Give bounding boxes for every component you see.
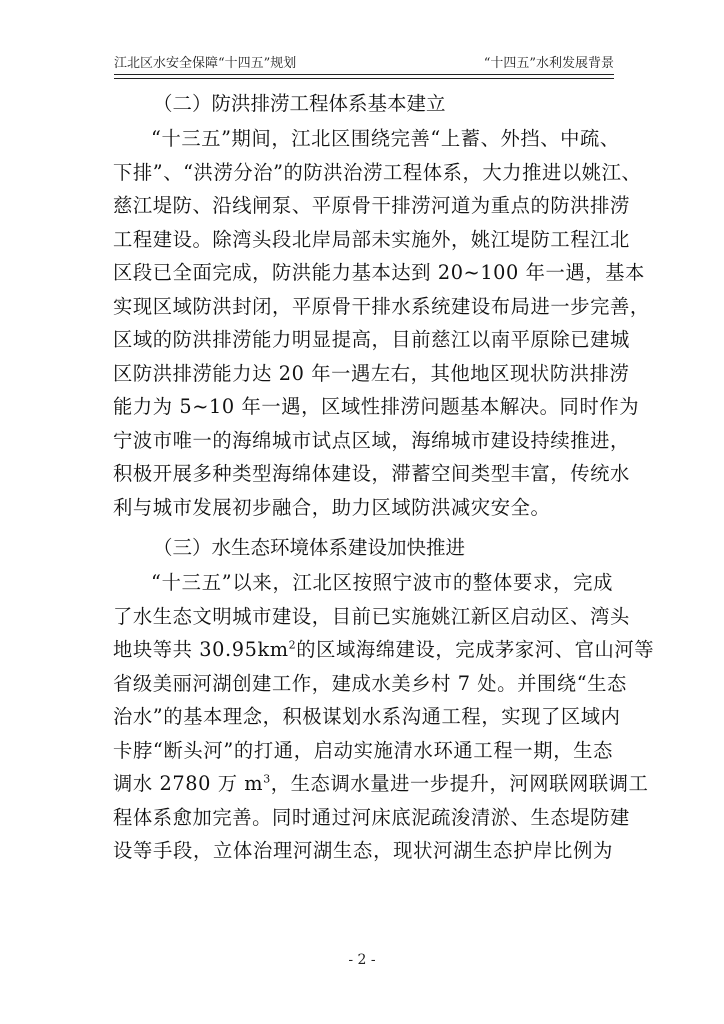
text-line: 能力为 5~10 年一遇，区域性排涝问题基本解决。同时作为 <box>113 395 640 418</box>
superscript: 3 <box>263 772 271 786</box>
running-header <box>114 49 614 75</box>
text-line: 工程建设。除湾头段北岸局部未实施外，姚江堤防工程江北 <box>113 227 630 251</box>
text-line: 区防洪排涝能力达 20 年一遇左右，其他地区现状防洪排涝 <box>113 361 630 385</box>
text-line: 设等手段，立体治理河湖生态，现状河湖生态护岸比例为 <box>113 839 613 862</box>
text-fragment: 的区域海绵建设，完成茅家河、官山河等 <box>296 638 655 661</box>
text-line: 积极开展多种类型海绵体建设，滞蓄空间类型丰富，传统水 <box>113 462 630 485</box>
header-left-title: 江北区水安全保障“十四五”规划 <box>114 56 297 71</box>
superscript: 2 <box>288 638 297 652</box>
text-line: 治水”的基本理念，积极谋划水系沟通工程，实现了区域内 <box>113 705 621 728</box>
text-line: 省级美丽河湖创建工作，建成水美乡村 7 处。并围绕“生态 <box>113 671 627 695</box>
text-line: 利与城市发展初步融合，助力区域防洪减灾安全。 <box>113 495 551 519</box>
header-rule <box>114 78 614 79</box>
section-heading-flood-control: （二）防洪排涝工程体系基本建立 <box>153 92 446 115</box>
paragraph-flood-control <box>113 122 650 524</box>
text-line: “十三五”期间，江北区围绕完善“上蓄、外挡、中疏、 <box>151 127 620 150</box>
text-fragment: 调水 2780 万 m <box>113 772 264 795</box>
text-line: 慈江堤防、沿线闸泵、平原骨干排涝河道为重点的防洪排涝 <box>113 194 630 217</box>
text-fragment: 地块等共 30.95km <box>113 638 289 661</box>
text-line-with-superscript <box>113 767 649 801</box>
text-line-with-superscript <box>113 633 655 667</box>
text-line: 区域的防洪排涝能力明显提高，目前慈江以南平原除已建城 <box>113 328 630 351</box>
document-body <box>113 86 655 868</box>
header-right-title: “十四五”水利发展背景 <box>483 56 614 71</box>
text-line: 卡脖“断头河”的打通，启动实施清水环通工程一期，生态 <box>113 738 613 762</box>
text-fragment: ，生态调水量进一步提升，河网联网联调工 <box>270 772 649 795</box>
text-line: 程体系愈加完善。同时通过河床底泥疏浚清淤、生态堤防建 <box>113 805 630 829</box>
paragraph-water-ecology <box>113 566 655 868</box>
text-line: 下排”、“洪涝分治”的防洪治涝工程体系，大力推进以姚江、 <box>113 160 642 184</box>
section-heading-water-ecology: （三）水生态环境体系建设加快推进 <box>153 536 466 559</box>
page-number: - 2 - <box>348 952 376 968</box>
text-line: 宁波市唯一的海绵城市试点区域，海绵城市建设持续推进， <box>113 428 630 452</box>
text-line: 区段已全面完成，防洪能力基本达到 20~100 年一遇，基本 <box>113 261 645 284</box>
text-line: 实现区域防洪封闭，平原骨干排水系统建设布局进一步完善， <box>113 294 650 318</box>
text-line: “十三五”以来，江北区按照宁波市的整体要求，完成 <box>151 571 613 594</box>
text-line: 了水生态文明城市建设，目前已实施姚江新区启动区、湾头 <box>113 604 630 628</box>
